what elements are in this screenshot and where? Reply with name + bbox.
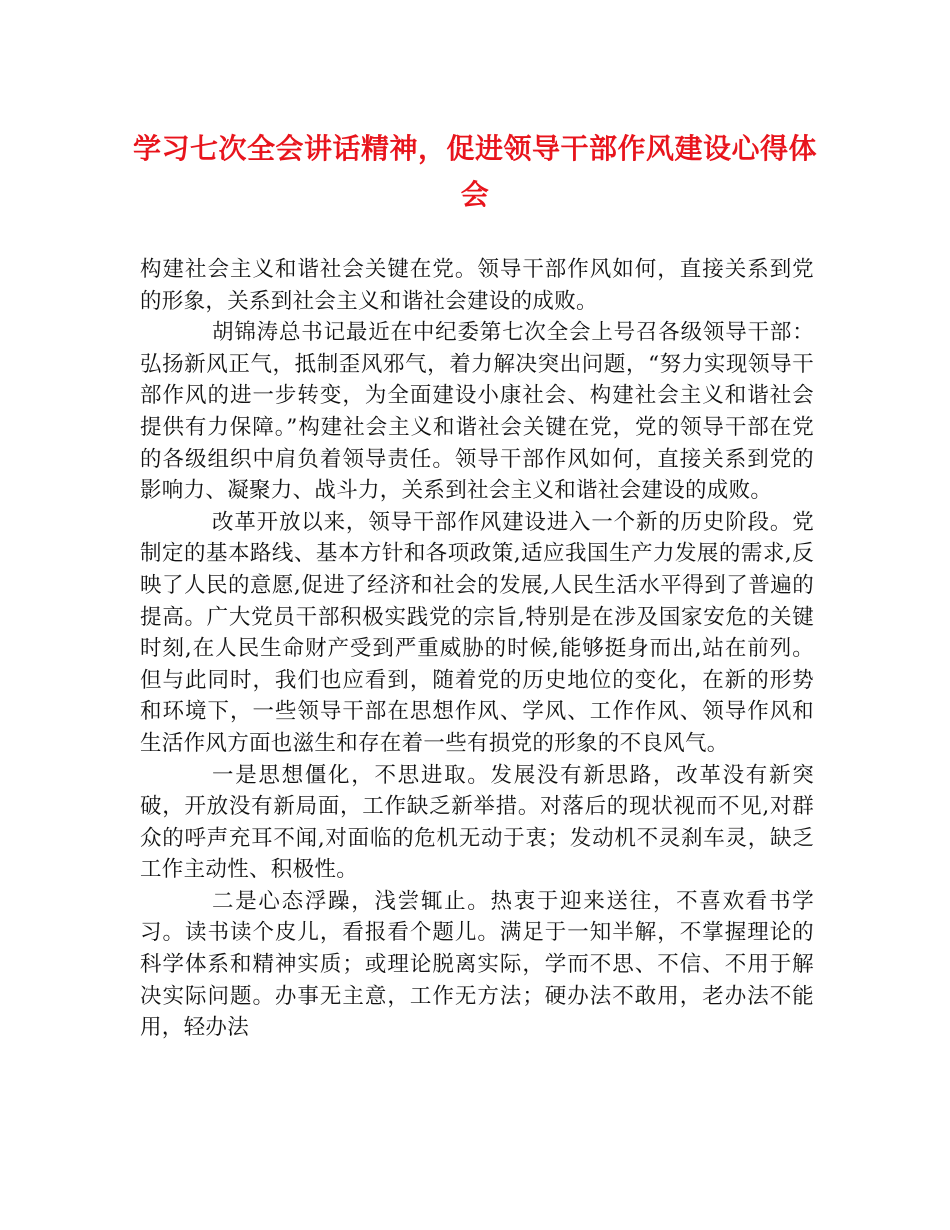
paragraph-5: 二是心态浮躁，浅尝辄止。热衷于迎来送往，不喜欢看书学习。读书读个皮儿，看报看个题儿。满足于一知半解，不掌握理论的科学体系和精神实质；或理论脱离实际，学而不思、不信、不用于解决实际问题。办事无主意，工作无方法；硬办法不敢用，老办法不能用，轻办法 — [140, 888, 814, 1041]
paragraph-4: 一是思想僵化，不思进取。发展没有新思路，改革没有新突破，开放没有新局面，工作缺乏新举措。对落后的现状视而不见,对群众的呼声充耳不闻,对面临的危机无动于衷；发动机不灵刹车灵，缺乏工作主动性、积极性。 — [140, 762, 814, 883]
document-body — [140, 254, 814, 1044]
document-title: 学习七次全会讲话精神，促进领导干部作风建设心得体会 — [132, 132, 817, 211]
paragraph-2: 胡锦涛总书记最近在中纪委第七次全会上号召各级领导干部：弘扬新风正气，抵制歪风邪气，着力解决突出问题，“努力实现领导干部作风的进一步转变，为全面建设小康社会、构建社会主义和谐社会提供有力保障。”构建社会主义和谐社会关键在党，党的领导干部在党的各级组织中肩负着领导责任。领导干部作风如何，直接关系到党的影响力、凝聚力、战斗力，关系到社会主义和谐社会建设的成败。 — [140, 320, 814, 504]
paragraph-1: 构建社会主义和谐社会关键在党。领导干部作风如何，直接关系到党的形象，关系到社会主义和谐社会建设的成败。 — [140, 257, 814, 314]
paragraph-3: 改革开放以来，领导干部作风建设进入一个新的历史阶段。党制定的基本路线、基本方针和各项政策,适应我国生产力发展的需求,反映了人民的意愿,促进了经济和社会的发展,人民生活水平得到了普遍的提高。广大党员干部积极实践党的宗旨,特别是在涉及国家安危的关键时刻,在人民生命财产受到严重威胁的时候,能够挺身而出,站在前列。但与此同时，我们也应看到，随着党的历史地位的变化，在新的形势和环境下，一些领导干部在思想作风、学风、工作作风、领导作风和生活作风方面也滋生和存在着一些有损党的形象的不良风气。 — [140, 509, 814, 756]
